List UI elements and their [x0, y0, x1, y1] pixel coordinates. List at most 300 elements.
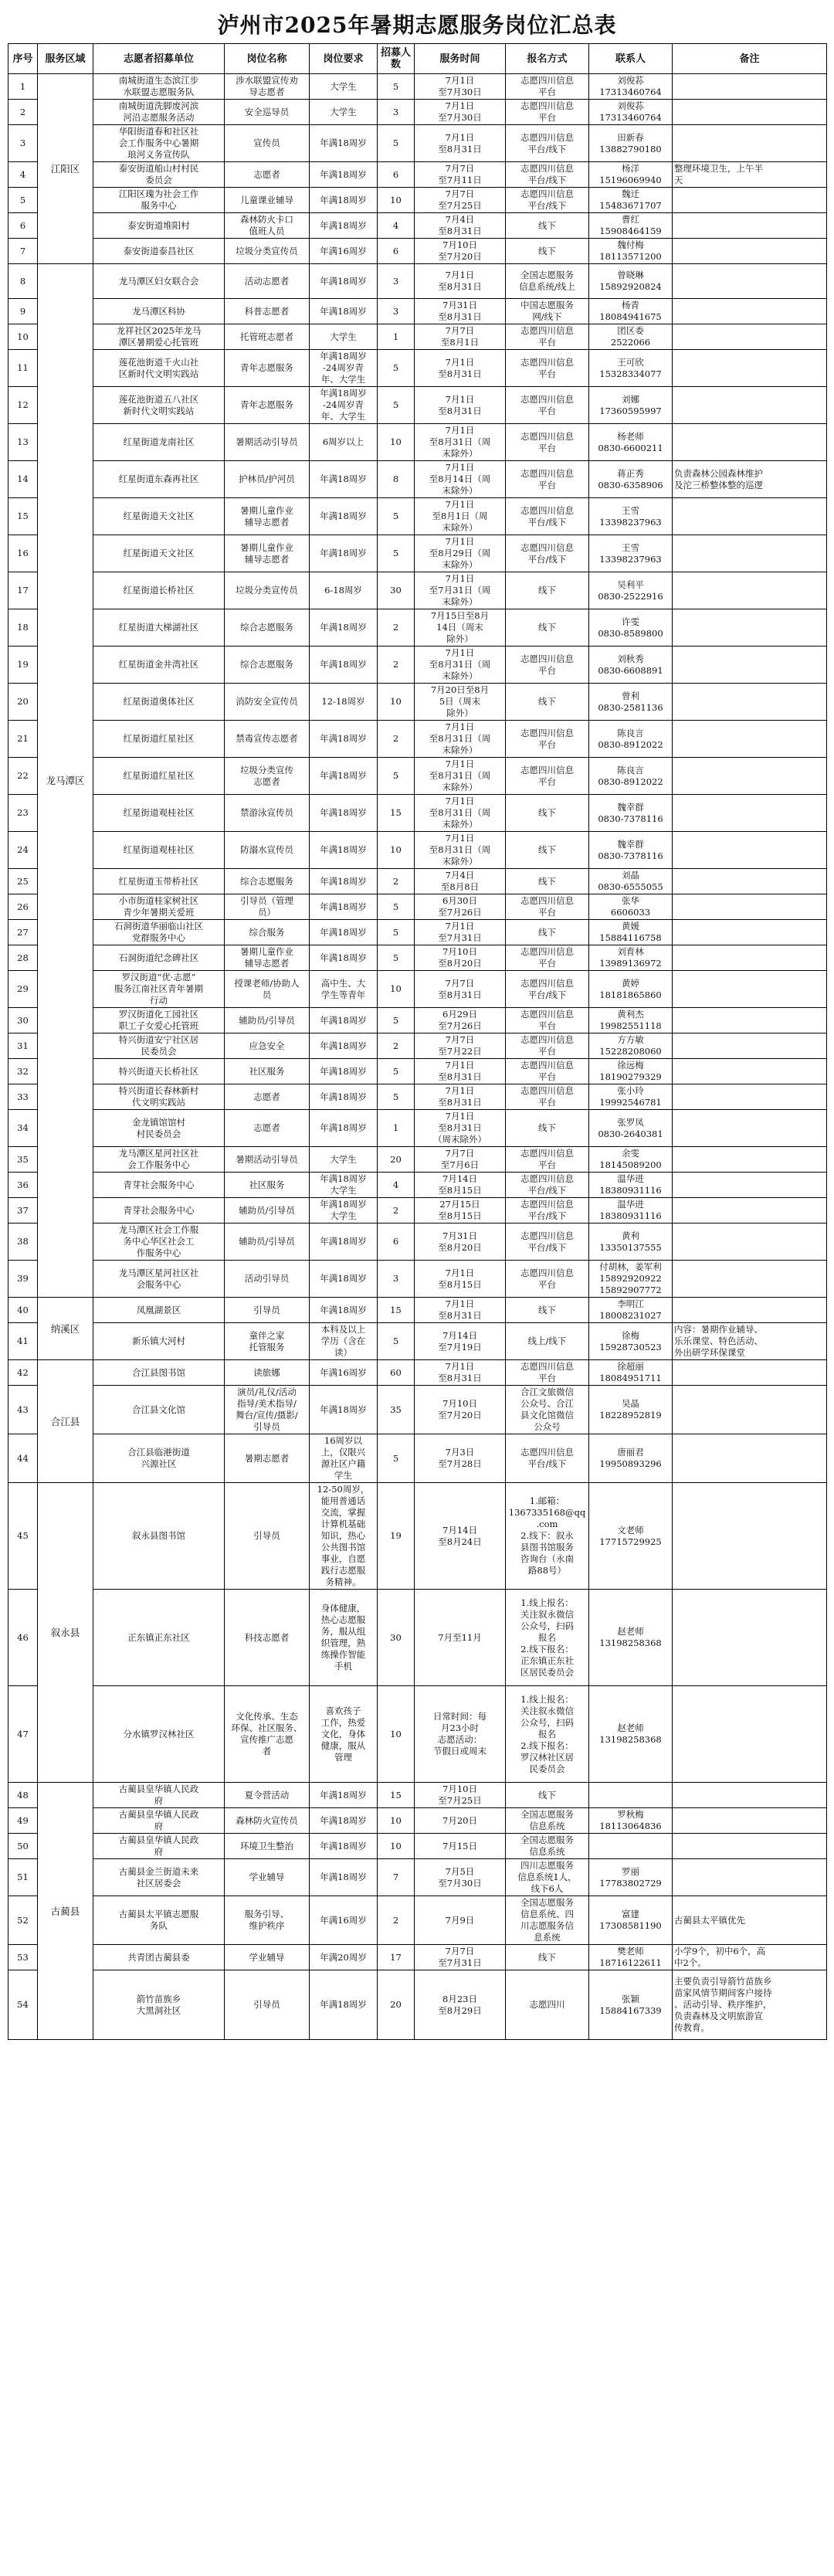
row-no: 40 [8, 1298, 38, 1323]
recruiting-unit: 古蔺县皇华镇人民政 府 [93, 1808, 225, 1834]
remarks [673, 1008, 827, 1033]
service-time: 7月10日 至7月20日 [415, 239, 506, 264]
recruit-count: 5 [378, 498, 415, 535]
service-time: 7月1日 至8月1日（周 末除外） [415, 498, 506, 535]
recruit-count: 4 [378, 213, 415, 239]
table-row [8, 1110, 827, 1147]
signup-method: 志愿四川信息 平台 [506, 758, 589, 795]
recruit-count: 5 [378, 387, 415, 424]
post-requirement: 年满18周岁 -24周岁青 年、大学生 [310, 350, 378, 387]
remarks [673, 1590, 827, 1686]
service-time: 7月10日 至7月25日 [415, 1783, 506, 1808]
recruit-count: 35 [378, 1386, 415, 1434]
table-row [8, 684, 827, 721]
service-time: 7月至11月 [415, 1590, 506, 1686]
service-time: 7月1日 至7月30日 [415, 74, 506, 100]
remarks [673, 869, 827, 894]
contact-person: 温华进 18380931116 [589, 1198, 673, 1224]
recruit-count: 3 [378, 1261, 415, 1298]
recruit-count: 5 [378, 1434, 415, 1483]
post-requirement: 年满18周岁 [310, 1783, 378, 1808]
table-row [8, 535, 827, 572]
row-no: 54 [8, 1970, 38, 2040]
row-no: 7 [8, 239, 38, 264]
table-row [8, 1386, 827, 1434]
service-time: 7月7日 至8月1日 [415, 324, 506, 350]
recruit-count: 5 [378, 945, 415, 971]
contact-person: 罗丽 17783802729 [589, 1859, 673, 1896]
post-requirement: 年满18周岁 [310, 647, 378, 684]
post-name: 社区服务 [225, 1059, 310, 1084]
recruit-count: 60 [378, 1360, 415, 1386]
contact-person: 樊老师 18716122611 [589, 1945, 673, 1970]
recruiting-unit: 青芽社会服务中心 [93, 1173, 225, 1198]
table-row [8, 213, 827, 239]
service-time: 7月1日 至7月31日 [415, 920, 506, 945]
post-name: 辅助员/引导员 [225, 1224, 310, 1261]
signup-method: 线下 [506, 1110, 589, 1147]
recruit-count: 2 [378, 609, 415, 647]
recruiting-unit: 红星街道玉带桥社区 [93, 869, 225, 894]
signup-method: 志愿四川信息 平台/线下 [506, 1434, 589, 1483]
recruiting-unit: 红星街道观桂社区 [93, 832, 225, 869]
post-name: 夏令营活动 [225, 1783, 310, 1808]
contact-person: 王可欣 15328334077 [589, 350, 673, 387]
signup-method: 志愿四川信息 平台/线下 [506, 971, 589, 1008]
post-requirement: 年满18周岁 [310, 213, 378, 239]
contact-person: 富建 17308581190 [589, 1896, 673, 1945]
recruiting-unit: 新乐镇大河村 [93, 1323, 225, 1360]
contact-person: 魏迁 15483671707 [589, 188, 673, 213]
post-requirement: 年满18周岁 [310, 945, 378, 971]
row-no: 8 [8, 264, 38, 299]
contact-person: 魏付梅 18113571200 [589, 239, 673, 264]
recruiting-unit: 特兴街道安宁社区居 民委员会 [93, 1033, 225, 1059]
remarks [673, 1033, 827, 1059]
row-no: 16 [8, 535, 38, 572]
signup-method: 志愿四川信息 平台/线下 [506, 162, 589, 188]
recruiting-unit: 叙永县图书馆 [93, 1483, 225, 1590]
contact-person: 曾利 0830-2581136 [589, 684, 673, 721]
table-row [8, 1360, 827, 1386]
recruit-count: 5 [378, 1059, 415, 1084]
post-requirement: 年满18周岁 [310, 920, 378, 945]
post-requirement: 大学生 [310, 74, 378, 100]
signup-method: 1.邮箱： 1367335168@qq .com 2.线下：叙永 县图书馆服务 咨询台（永南 路88号） [506, 1483, 589, 1590]
region-cell: 叙永县 [38, 1483, 93, 1783]
post-requirement: 年满18周岁 [310, 1298, 378, 1323]
contact-person: 刘俊荪 17313460764 [589, 100, 673, 125]
row-no: 13 [8, 424, 38, 461]
post-name: 学业辅导 [225, 1945, 310, 1970]
post-name: 环境卫生整治 [225, 1834, 310, 1859]
recruiting-unit: 古蔺县金兰街道未来 社区居委会 [93, 1859, 225, 1896]
recruit-count: 2 [378, 869, 415, 894]
recruit-count: 2 [378, 1896, 415, 1945]
post-requirement: 年满16周岁 [310, 1896, 378, 1945]
post-name: 消防安全宣传员 [225, 684, 310, 721]
signup-method: 全国志愿服务 信息系统 [506, 1834, 589, 1859]
row-no: 50 [8, 1834, 38, 1859]
post-name: 垃圾分类宣传员 [225, 572, 310, 609]
recruit-count: 10 [378, 1686, 415, 1783]
post-requirement: 年满18周岁 [310, 1224, 378, 1261]
service-time: 7月1日 至8月31日 [415, 1084, 506, 1110]
table-row [8, 1483, 827, 1590]
remarks [673, 609, 827, 647]
contact-person [589, 1783, 673, 1808]
post-name: 托管班志愿者 [225, 324, 310, 350]
contact-person: 杨洋 15196069940 [589, 162, 673, 188]
recruit-count: 5 [378, 758, 415, 795]
row-no: 23 [8, 795, 38, 832]
table-row [8, 1323, 827, 1360]
signup-method: 志愿四川信息 平台 [506, 1008, 589, 1033]
service-time: 6月29日 至7月26日 [415, 1008, 506, 1033]
row-no: 14 [8, 461, 38, 498]
service-time: 7月1日 至8月31日（周 末除外） [415, 758, 506, 795]
recruit-count: 1 [378, 1110, 415, 1147]
contact-person: 张华 6606033 [589, 894, 673, 920]
table-row [8, 832, 827, 869]
table-row [8, 1261, 827, 1298]
service-time: 6月30日 至7月26日 [415, 894, 506, 920]
recruiting-unit: 合江县图书馆 [93, 1360, 225, 1386]
contact-person: 张罗凤 0830-2640381 [589, 1110, 673, 1147]
row-no: 42 [8, 1360, 38, 1386]
recruit-count: 10 [378, 832, 415, 869]
post-requirement: 大学生 [310, 324, 378, 350]
recruit-count: 2 [378, 721, 415, 758]
signup-method: 志愿四川信息 平台 [506, 1084, 589, 1110]
signup-method: 志愿四川信息 平台 [506, 387, 589, 424]
row-no: 5 [8, 188, 38, 213]
recruiting-unit: 泰安街道泰昌社区 [93, 239, 225, 264]
signup-method: 志愿四川 [506, 1970, 589, 2040]
remarks [673, 758, 827, 795]
recruit-count: 2 [378, 1033, 415, 1059]
recruit-count: 5 [378, 1084, 415, 1110]
signup-method: 线下 [506, 239, 589, 264]
contact-person: 田新春 13882790180 [589, 125, 673, 162]
post-requirement: 年满18周岁 [310, 1008, 378, 1033]
contact-person: 杨老师 0830-6600211 [589, 424, 673, 461]
contact-person: 杨青 18084941675 [589, 299, 673, 324]
table-row [8, 239, 827, 264]
recruit-count: 15 [378, 1783, 415, 1808]
signup-method: 线下 [506, 572, 589, 609]
remarks [673, 188, 827, 213]
recruit-count: 10 [378, 1808, 415, 1834]
service-time: 7月31日 至8月20日 [415, 1224, 506, 1261]
contact-person: 蒋正秀 0830-6358906 [589, 461, 673, 498]
table-row [8, 1808, 827, 1834]
post-name: 志愿者 [225, 162, 310, 188]
row-no: 26 [8, 894, 38, 920]
post-requirement: 年满20周岁 [310, 1945, 378, 1970]
table-row [8, 1970, 827, 2040]
row-no: 4 [8, 162, 38, 188]
post-name: 童伴之家 托管服务 [225, 1323, 310, 1360]
signup-method: 线下 [506, 684, 589, 721]
recruit-count: 7 [378, 1859, 415, 1896]
header-time: 服务时间 [415, 44, 506, 74]
table-row [8, 647, 827, 684]
signup-method: 线下 [506, 869, 589, 894]
remarks [673, 1483, 827, 1590]
remarks [673, 264, 827, 299]
signup-method: 志愿四川信息 平台 [506, 461, 589, 498]
table-row [8, 1173, 827, 1198]
table-row [8, 795, 827, 832]
contact-person: 方方敏 15228208060 [589, 1033, 673, 1059]
row-no: 44 [8, 1434, 38, 1483]
header-note: 备注 [673, 44, 827, 74]
row-no: 52 [8, 1896, 38, 1945]
row-no: 46 [8, 1590, 38, 1686]
recruiting-unit: 共青团古蔺县委 [93, 1945, 225, 1970]
contact-person: 王雪 13398237963 [589, 498, 673, 535]
service-time: 7月14日 至7月19日 [415, 1323, 506, 1360]
table-row [8, 125, 827, 162]
remarks [673, 74, 827, 100]
post-name: 安全巡导员 [225, 100, 310, 125]
row-no: 39 [8, 1261, 38, 1298]
post-requirement: 年满18周岁 [310, 1059, 378, 1084]
region-cell: 古蔺县 [38, 1783, 93, 2040]
post-name: 森林防火卡口 值班人员 [225, 213, 310, 239]
service-time: 7月1日 至8月15日 [415, 1261, 506, 1298]
remarks: 古蔺县太平镇优先 [673, 1896, 827, 1945]
post-name: 应急安全 [225, 1033, 310, 1059]
recruiting-unit: 正东镇正东社区 [93, 1590, 225, 1686]
post-name: 涉水联盟宣传劝 导志愿者 [225, 74, 310, 100]
post-requirement: 年满18周岁 [310, 894, 378, 920]
post-requirement: 年满18周岁 [310, 795, 378, 832]
recruiting-unit: 小市街道桂家树社区 青少年暑期关爱班 [93, 894, 225, 920]
row-no: 29 [8, 971, 38, 1008]
table-row [8, 1198, 827, 1224]
post-requirement: 年满18周岁 [310, 1386, 378, 1434]
table-row [8, 188, 827, 213]
signup-method: 线上/线下 [506, 1323, 589, 1360]
remarks [673, 424, 827, 461]
service-time: 7月1日 至7月30日 [415, 100, 506, 125]
contact-person: 徐梅 15928730523 [589, 1323, 673, 1360]
post-requirement: 年满18周岁 [310, 609, 378, 647]
contact-person: 刘俊荪 17313460764 [589, 74, 673, 100]
row-no: 21 [8, 721, 38, 758]
recruit-count: 20 [378, 1147, 415, 1173]
post-requirement: 年满18周岁 [310, 299, 378, 324]
post-requirement: 年满18周岁 [310, 721, 378, 758]
service-time: 27月15日 至8月15日 [415, 1198, 506, 1224]
contact-person: 赵老师 13198258368 [589, 1686, 673, 1783]
volunteer-post-table [8, 43, 827, 2040]
remarks [673, 684, 827, 721]
row-no: 47 [8, 1686, 38, 1783]
remarks [673, 1386, 827, 1434]
post-requirement: 6周岁以上 [310, 424, 378, 461]
recruit-count: 5 [378, 894, 415, 920]
recruit-count: 6 [378, 239, 415, 264]
table-row [8, 1147, 827, 1173]
recruit-count: 10 [378, 424, 415, 461]
table-row [8, 1033, 827, 1059]
remarks [673, 1224, 827, 1261]
row-no: 1 [8, 74, 38, 100]
recruit-count: 10 [378, 188, 415, 213]
recruit-count: 3 [378, 299, 415, 324]
row-no: 32 [8, 1059, 38, 1084]
service-time: 7月20日至8月 5日（周末 除外） [415, 684, 506, 721]
recruiting-unit: 红星街道东森再社区 [93, 461, 225, 498]
table-row [8, 1859, 827, 1896]
table-row [8, 721, 827, 758]
post-requirement: 年满18周岁 [310, 869, 378, 894]
service-time: 7月20日 [415, 1808, 506, 1834]
table-row [8, 498, 827, 535]
service-time: 日常时间：每 月23小时 志愿活动： 节假日或周末 [415, 1686, 506, 1783]
table-row [8, 1059, 827, 1084]
service-time: 7月7日 至7月6日 [415, 1147, 506, 1173]
region-cell: 合江县 [38, 1360, 93, 1483]
remarks [673, 239, 827, 264]
table-row [8, 758, 827, 795]
remarks [673, 213, 827, 239]
recruiting-unit: 龙马潭区妇女联合会 [93, 264, 225, 299]
recruit-count: 3 [378, 264, 415, 299]
post-requirement: 年满18周岁 [310, 125, 378, 162]
recruit-count: 1 [378, 324, 415, 350]
table-row [8, 299, 827, 324]
service-time: 7月31日 至8月31日 [415, 299, 506, 324]
row-no: 9 [8, 299, 38, 324]
recruiting-unit: 古蔺县太平镇志愿服 务队 [93, 1896, 225, 1945]
contact-person: 刘育林 13989136972 [589, 945, 673, 971]
post-requirement: 年满18周岁 [310, 162, 378, 188]
table-row [8, 1896, 827, 1945]
recruit-count: 20 [378, 1970, 415, 2040]
recruiting-unit: 红星街道奥体社区 [93, 684, 225, 721]
row-no: 22 [8, 758, 38, 795]
recruit-count: 5 [378, 1008, 415, 1033]
service-time: 7月1日 至8月31日 [415, 1360, 506, 1386]
signup-method: 志愿四川信息 平台 [506, 1360, 589, 1386]
post-requirement: 年满18周岁 [310, 1834, 378, 1859]
recruiting-unit: 罗汉街道化工园社区 职工子女爱心托管班 [93, 1008, 225, 1033]
recruiting-unit: 泰安街道船山村村民 委员会 [93, 162, 225, 188]
recruiting-unit: 罗汉街道“优·志愿” 服务江南社区青年暑期 行动 [93, 971, 225, 1008]
contact-person: 陈良言 0830-8912022 [589, 721, 673, 758]
remarks [673, 795, 827, 832]
recruit-count: 19 [378, 1483, 415, 1590]
recruiting-unit: 合江县临港街道 兴源社区 [93, 1434, 225, 1483]
recruiting-unit: 红星街道天文社区 [93, 498, 225, 535]
row-no: 51 [8, 1859, 38, 1896]
contact-person: 刘秋秀 0830-6608891 [589, 647, 673, 684]
contact-person: 余雯 18145089200 [589, 1147, 673, 1173]
signup-method: 线下 [506, 1298, 589, 1323]
signup-method: 线下 [506, 1945, 589, 1970]
service-time: 7月15日至8月 14日（周末 除外） [415, 609, 506, 647]
service-time: 7月7日 至7月11日 [415, 162, 506, 188]
post-name: 暑期儿童作业 辅导志愿者 [225, 945, 310, 971]
table-row [8, 1945, 827, 1970]
post-name: 暑期儿童作业 辅导志愿者 [225, 535, 310, 572]
row-no: 48 [8, 1783, 38, 1808]
table-row [8, 1434, 827, 1483]
contact-person: 许雯 0830-8589800 [589, 609, 673, 647]
remarks [673, 1084, 827, 1110]
table-row [8, 162, 827, 188]
post-name: 社区服务 [225, 1173, 310, 1198]
row-no: 41 [8, 1323, 38, 1360]
remarks [673, 324, 827, 350]
service-time: 7月7日 至8月31日 [415, 971, 506, 1008]
post-name: 学业辅导 [225, 1859, 310, 1896]
recruit-count: 15 [378, 1298, 415, 1323]
table-row [8, 387, 827, 424]
row-no: 35 [8, 1147, 38, 1173]
contact-person: 文老师 17715729925 [589, 1483, 673, 1590]
recruit-count: 10 [378, 684, 415, 721]
signup-method: 志愿四川信息 平台 [506, 894, 589, 920]
signup-method: 志愿四川信息 平台 [506, 424, 589, 461]
recruit-count: 30 [378, 1590, 415, 1686]
contact-person: 徐超丽 18084951711 [589, 1360, 673, 1386]
remarks [673, 1686, 827, 1783]
recruiting-unit: 南城街道洗脚废河滨 河沿志愿服务活动 [93, 100, 225, 125]
recruiting-unit: 青芽社会服务中心 [93, 1198, 225, 1224]
signup-method: 1.线上报名： 关注叙永微信 公众号，扫码 报名 2.线下报名： 正东镇正东社 区居民委员会 [506, 1590, 589, 1686]
contact-person: 吴晶 18228952819 [589, 1386, 673, 1434]
post-name: 宣传员 [225, 125, 310, 162]
signup-method: 全国志愿服务 信息系统、四 川志愿服务信 息系统 [506, 1896, 589, 1945]
remarks [673, 1110, 827, 1147]
remarks [673, 1808, 827, 1834]
remarks [673, 920, 827, 945]
recruiting-unit: 石洞街道华丽临山社区 党群服务中心 [93, 920, 225, 945]
post-name: 儿童课业辅导 [225, 188, 310, 213]
signup-method: 1.线上报名： 关注叙永微信 公众号，扫码 报名 2.线下报名： 罗汉林社区居 民委员会 [506, 1686, 589, 1783]
signup-method: 线下 [506, 832, 589, 869]
post-name: 综合服务 [225, 920, 310, 945]
recruiting-unit: 南城街道生态滨江步 水联盟志愿服务队 [93, 74, 225, 100]
post-requirement: 年满18周岁 [310, 1033, 378, 1059]
recruiting-unit: 红星街道红星社区 [93, 758, 225, 795]
post-name: 服务引导、 维护秩序 [225, 1896, 310, 1945]
service-time: 7月9日 [415, 1896, 506, 1945]
remarks [673, 1834, 827, 1859]
post-name: 综合志愿服务 [225, 647, 310, 684]
table-row [8, 1084, 827, 1110]
recruiting-unit: 特兴街道天长桥社区 [93, 1059, 225, 1084]
remarks [673, 535, 827, 572]
signup-method: 合江文旅微信 公众号、合江 县文化馆微信 公众号 [506, 1386, 589, 1434]
header-no: 序号 [8, 44, 38, 74]
contact-person: 陈良言 0830-8912022 [589, 758, 673, 795]
signup-method: 志愿四川信息 平台 [506, 100, 589, 125]
remarks [673, 1147, 827, 1173]
header-row [8, 44, 827, 74]
signup-method: 线下 [506, 920, 589, 945]
post-requirement: 年满18周岁 [310, 1110, 378, 1147]
row-no: 34 [8, 1110, 38, 1147]
post-requirement: 年满18周岁 [310, 188, 378, 213]
recruiting-unit: 古蔺县皇华镇人民政 府 [93, 1834, 225, 1859]
table-row [8, 1834, 827, 1859]
